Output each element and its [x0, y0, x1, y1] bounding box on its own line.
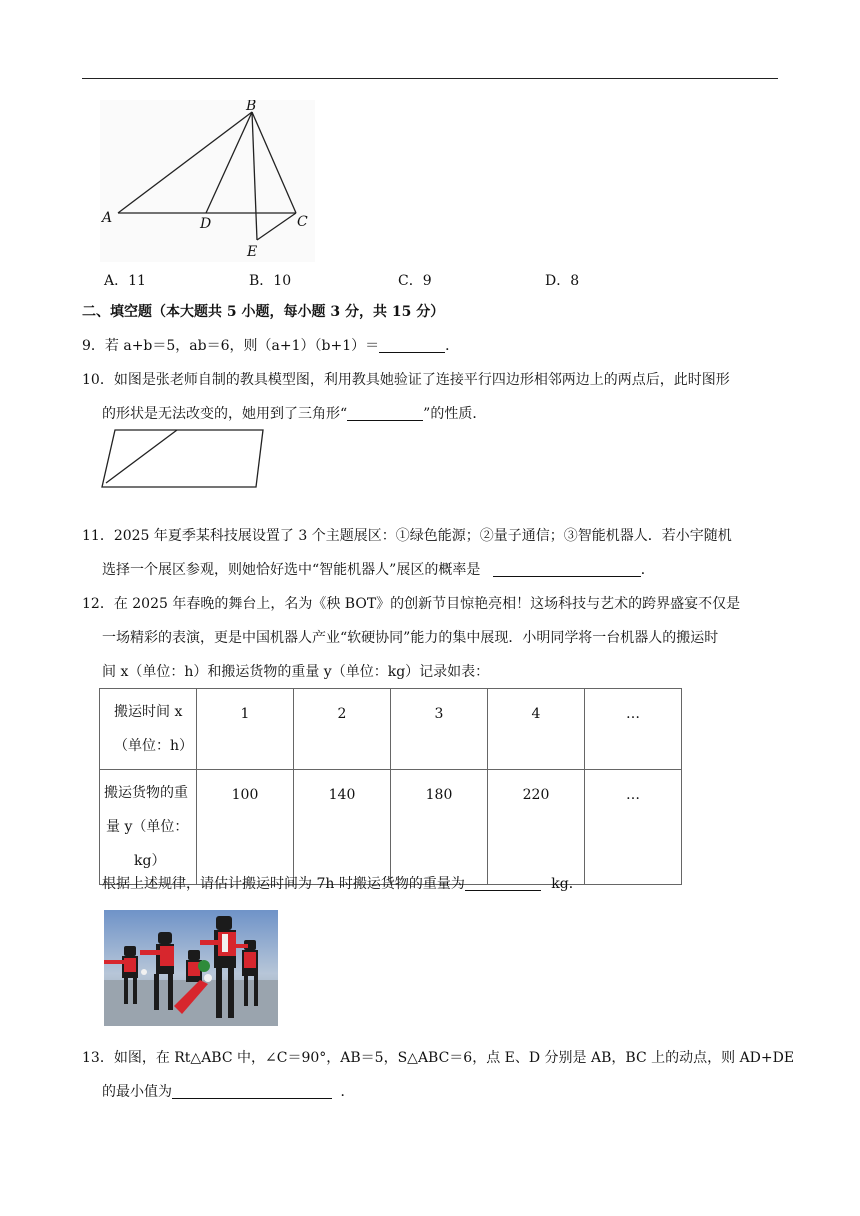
table-cell: 2 [294, 689, 391, 770]
question-9 [82, 336, 459, 356]
q10-line1: 10．如图是张老师自制的教具模型图，利用教具她验证了连接平行四边形相邻两边上的两点后，此时图形 [82, 372, 730, 388]
label-b: B [246, 100, 257, 114]
q11-blank [493, 561, 641, 577]
q13-line2 [102, 1082, 354, 1102]
table-cell: 100 [197, 770, 294, 885]
q12-after-pre: 根据上述规律，请估计搬运时间为 7h 时搬运货物的重量为 [102, 876, 465, 892]
label-c: C [297, 214, 308, 230]
table-cell: … [585, 689, 682, 770]
parallelogram-figure [100, 428, 268, 490]
q9-text: 9．若 a+b＝5，ab＝6，则（a+1）（b+1）＝ [82, 338, 380, 354]
q13-line1: 13．如图，在 Rt△ABC 中，∠C＝90°，AB＝5，S△ABC＝6，点 E、D 分别是 AB，BC 上的动点，则 AD+DE [82, 1050, 795, 1066]
q12-after [102, 874, 583, 894]
q11-post: ． [640, 562, 655, 578]
head-x-line2: （单位：h） [114, 738, 194, 754]
q12-blank [465, 875, 541, 891]
table-cell: 4 [488, 689, 585, 770]
section-title: 二、填空题（本大题共 5 小题，每小题 3 分，共 15 分） [82, 304, 445, 320]
q12-line1: 12．在 2025 年春晚的舞台上，名为《秧 BOT》的创新节目惊艳亮相！这场科技与艺术的跨界盛宴不仅是 [82, 596, 741, 612]
table-head-x [100, 689, 197, 770]
head-y-line3: kg） [134, 853, 166, 869]
option-b: B．10 [249, 273, 292, 289]
option-c: C．9 [398, 273, 432, 289]
option-d: D．8 [545, 273, 580, 289]
table-row [100, 689, 682, 770]
q12-line2: 一场精彩的表演，更是中国机器人产业“软硬协同”能力的集中展现．小明同学将一台机器人的搬运时 [102, 630, 719, 646]
table-cell: … [585, 770, 682, 885]
triangle-figure [100, 100, 315, 262]
head-y-line2: 量 y（单位： [106, 819, 189, 835]
option-a: A．11 [104, 273, 146, 289]
q11-pre: 选择一个展区参观，则她恰好选中“智能机器人”展区的概率是 [102, 562, 481, 578]
header-rule [82, 78, 778, 79]
table-cell: 140 [294, 770, 391, 885]
q12-line3: 间 x（单位：h）和搬运货物的重量 y（单位：kg）记录如表： [102, 664, 490, 680]
q10-pre: 的形状是无法改变的，她用到了三角形“ [102, 406, 348, 422]
q10-post: ”的性质． [423, 406, 487, 422]
q9-blank [379, 337, 445, 353]
label-a: A [102, 210, 113, 226]
head-y-line1: 搬运货物的重 [104, 785, 188, 801]
connecting-segment [106, 430, 177, 483]
table-cell: 1 [197, 689, 294, 770]
q9-end: ． [445, 338, 460, 354]
head-x-line1: 搬运时间 x [114, 704, 183, 720]
q11-line1: 11．2025 年夏季某科技展设置了 3 个主题展区：①绿色能源；②量子通信；③智能机器人．若小宇随机 [82, 528, 732, 544]
q11-line2 [102, 560, 655, 580]
label-d: D [200, 216, 212, 232]
data-table [99, 688, 682, 885]
q10-line2 [102, 404, 486, 424]
q10-blank [347, 405, 423, 421]
robot-photo [104, 910, 278, 1026]
table-cell: 220 [488, 770, 585, 885]
q13-post: ． [340, 1084, 355, 1100]
q13-pre: 的最小值为 [102, 1084, 172, 1100]
q12-after-post: kg． [551, 876, 583, 892]
label-e: E [247, 244, 258, 260]
table-cell: 3 [391, 689, 488, 770]
table-row [100, 770, 682, 885]
table-head-y [100, 770, 197, 885]
table-cell: 180 [391, 770, 488, 885]
q13-blank [172, 1083, 332, 1099]
